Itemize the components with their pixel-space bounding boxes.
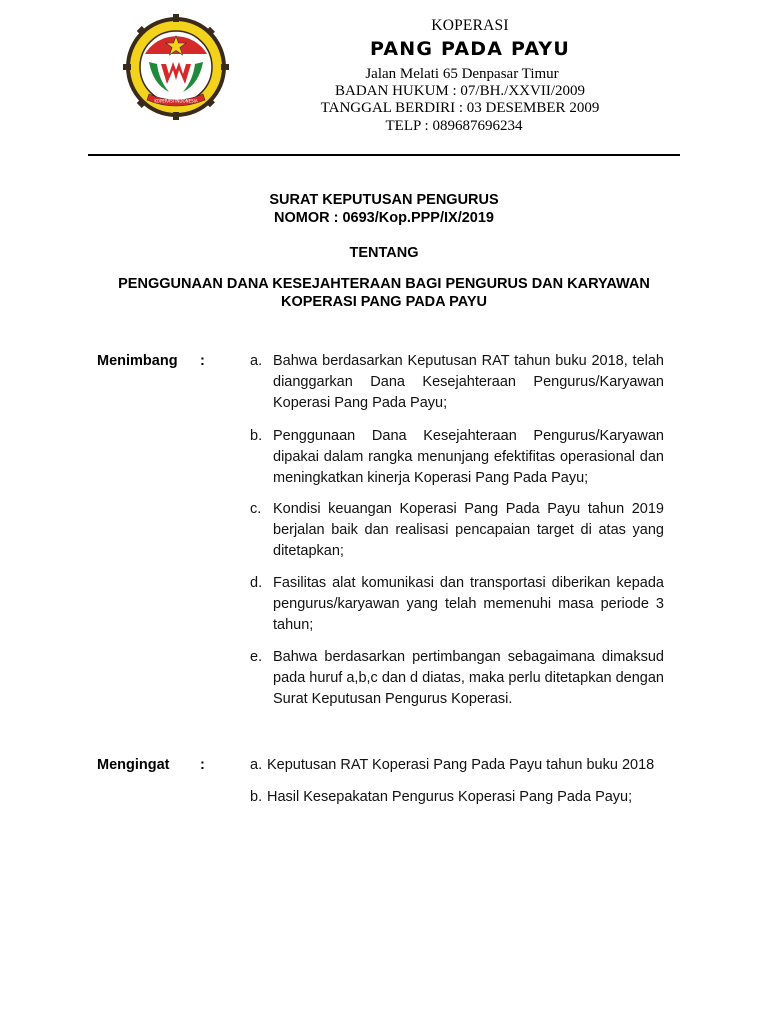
letterhead-organization: KOPERASI: [431, 17, 509, 34]
menimbang-item: [250, 426, 664, 489]
decree-subject-line-2: KOPERASI PANG PADA PAYU: [281, 294, 487, 310]
menimbang-item: [250, 499, 664, 562]
mengingat-label: Mengingat: [97, 757, 170, 773]
item-letter: e.: [250, 649, 263, 665]
item-text: Kondisi keuangan Koperasi Pang Pada Payu tahun 2019 berjalan baik dan realisasi pencapaian target di atas yang ditetapkan;: [273, 501, 664, 559]
letterhead-legal-entity: BADAN HUKUM : 07/BH./XXVII/2009: [335, 83, 585, 99]
mengingat-colon: :: [200, 757, 205, 773]
item-letter: d.: [250, 575, 263, 591]
koperasi-emblem-icon: [123, 14, 229, 120]
item-letter: b.: [250, 789, 263, 805]
letterhead-address: Jalan Melati 65 Denpasar Timur: [365, 66, 559, 82]
item-letter: a.: [250, 757, 263, 773]
mengingat-item: [250, 787, 664, 808]
decree-title: SURAT KEPUTUSAN PENGURUS: [269, 192, 499, 208]
item-text: Bahwa berdasarkan Keputusan RAT tahun buku 2018, telah dianggarkan Dana Kesejahteraan Pengurus/Karyawan Koperasi Pang Pada Payu;: [273, 353, 664, 411]
svg-text:KOPERASI INDONESIA: KOPERASI INDONESIA: [154, 98, 198, 104]
menimbang-item: [250, 573, 664, 636]
item-text: Fasilitas alat komunikasi dan transportasi diberikan kepada pengurus/karyawan yang telah memenuhi masa periode 3 tahun;: [273, 575, 664, 633]
item-text: Penggunaan Dana Kesejahteraan Pengurus/Karyawan dipakai dalam rangka menunjang efektifitas operasional dan meningkatkan kinerja Koperasi Pang Pada Payu;: [273, 428, 664, 486]
item-text: Bahwa berdasarkan pertimbangan sebagaimana dimaksud pada huruf a,b,c dan d diatas, maka perlu ditetapkan dengan Surat Keputusan Pengurus Koperasi.: [273, 649, 664, 707]
item-letter: b.: [250, 428, 263, 444]
decree-subject-line-1: PENGGUNAAN DANA KESEJAHTERAAN BAGI PENGURUS DAN KARYAWAN: [118, 276, 650, 292]
letterhead-name: PANG PADA PAYU: [369, 38, 571, 60]
letterhead-divider: [88, 154, 680, 156]
menimbang-colon: :: [200, 353, 205, 369]
item-text: Keputusan RAT Koperasi Pang Pada Payu tahun buku 2018: [267, 757, 655, 773]
decree-number: NOMOR : 0693/Kop.PPP/IX/2019: [274, 210, 494, 226]
menimbang-item: [250, 647, 664, 710]
letterhead-phone: TELP : 089687696234: [385, 118, 523, 134]
letterhead-founded-date: TANGGAL BERDIRI : 03 DESEMBER 2009: [320, 100, 600, 116]
item-letter: c.: [250, 501, 262, 517]
mengingat-item: [250, 755, 664, 776]
item-letter: a.: [250, 353, 263, 369]
decree-about-heading: TENTANG: [349, 245, 419, 261]
menimbang-item: [250, 351, 664, 414]
menimbang-label: Menimbang: [97, 353, 178, 369]
item-text: Hasil Kesepakatan Pengurus Koperasi Pang Pada Payu;: [267, 789, 633, 805]
